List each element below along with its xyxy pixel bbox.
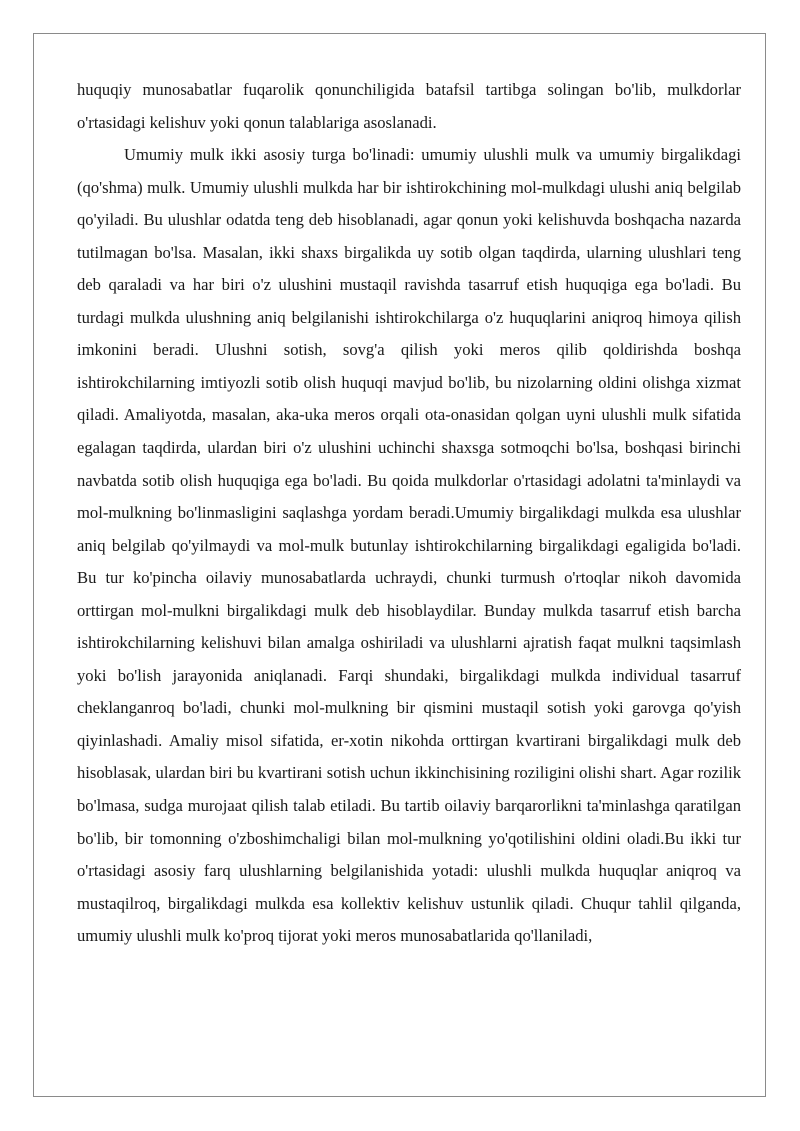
paragraph-continuation: huquqiy munosabatlar fuqarolik qonunchiligida batafsil tartibga solingan bo'lib, mulkdorlar o'rtasidagi kelishuv yoki qonun talablariga asoslanadi. [77,80,741,132]
paragraph-common-property-types: Umumiy mulk ikki asosiy turga bo'linadi: umumiy ulushli mulk va umumiy birgalikdagi (qo'shma) mulk. Umumiy ulushli mulkda har bir ishtirokchining mol-mulkdagi ulushi aniq belgilab qo'yiladi. Bu ulushlar odatda teng deb hisoblanadi, agar qonun yoki kelishuvda boshqacha nazarda tutilmagan bo'lsa. Masalan, ikki shaxs birgalikda uy sotib olgan taqdirda, ularning ulushlari teng deb qaraladi va har biri o'z ulushini mustaqil ravishda tasarruf etish huquqiga ega bo'ladi. Bu turdagi mulkda ulushning aniq belgilanishi ishtirokchilarga o'z huquqlarini aniqroq himoya qilish imkonini beradi. Ulushni sotish, sovg'a qilish yoki meros qilib qoldirishda boshqa ishtirokchilarning imtiyozli sotib olish huquqi mavjud bo'lib, bu nizolarning oldini olishga xizmat qiladi. Amaliyotda, masalan, aka-uka meros orqali ota-onasidan qolgan uyni ulushli mulk sifatida egalagan taqdirda, ulardan biri o'z ulushini uchinchi shaxsga sotmoqchi bo'lsa, boshqasi birinchi navbatda sotib olish huquqiga ega bo'ladi. Bu qoida mulkdorlar o'rtasidagi adolatni ta'minlaydi va mol-mulkning bo'linmasligini saqlashga yordam beradi.Umumiy birgalikdagi mulkda esa ulushlar aniq belgilab qo'yilmaydi va mol-mulk butunlay ishtirokchilarning birgalikdagi egaligida bo'ladi. Bu tur ko'pincha oilaviy munosabatlarda uchraydi, chunki turmush o'rtoqlar nikoh davomida orttirgan mol-mulkni birgalikdagi mulk deb hisoblaydilar. Bunday mulkda tasarruf etish barcha ishtirokchilarning kelishuvi bilan amalga oshiriladi va ulushlarni ajratish faqat mulkni taqsimlash yoki bo'lish jarayonida aniqlanadi. Farqi shundaki, birgalikdagi mulkda individual tasarruf cheklanganroq bo'ladi, chunki mol-mulkning bir qismini mustaqil sotish yoki garovga qo'yish qiyinlashadi. Amaliy misol sifatida, er-xotin nikohda orttirgan kvartirani birgalikdagi mulk deb hisoblasak, ulardan biri bu kvartirani sotish uchun ikkinchisining roziligini olishi shart. Agar rozilik bo'lmasa, sudga murojaat qilish talab etiladi. Bu tartib oilaviy barqarorlikni ta'minlashga qaratilgan bo'lib, bir tomonning o'zboshimchaligi bilan mol-mulkning yo'qotilishini oldini oladi.Bu ikki tur o'rtasidagi asosiy farq ulushlarning belgilanishida yotadi: ulushli mulkda huquqlar aniqroq va mustaqilroq, birgalikdagi mulkda esa kollektiv kelishuv ustunlik qiladi. Chuqur tahlil qilganda, umumiy ulushli mulk ko'proq tijorat yoki meros munosabatlarida qo'llaniladi, [77,145,741,946]
document-body [77,74,741,953]
